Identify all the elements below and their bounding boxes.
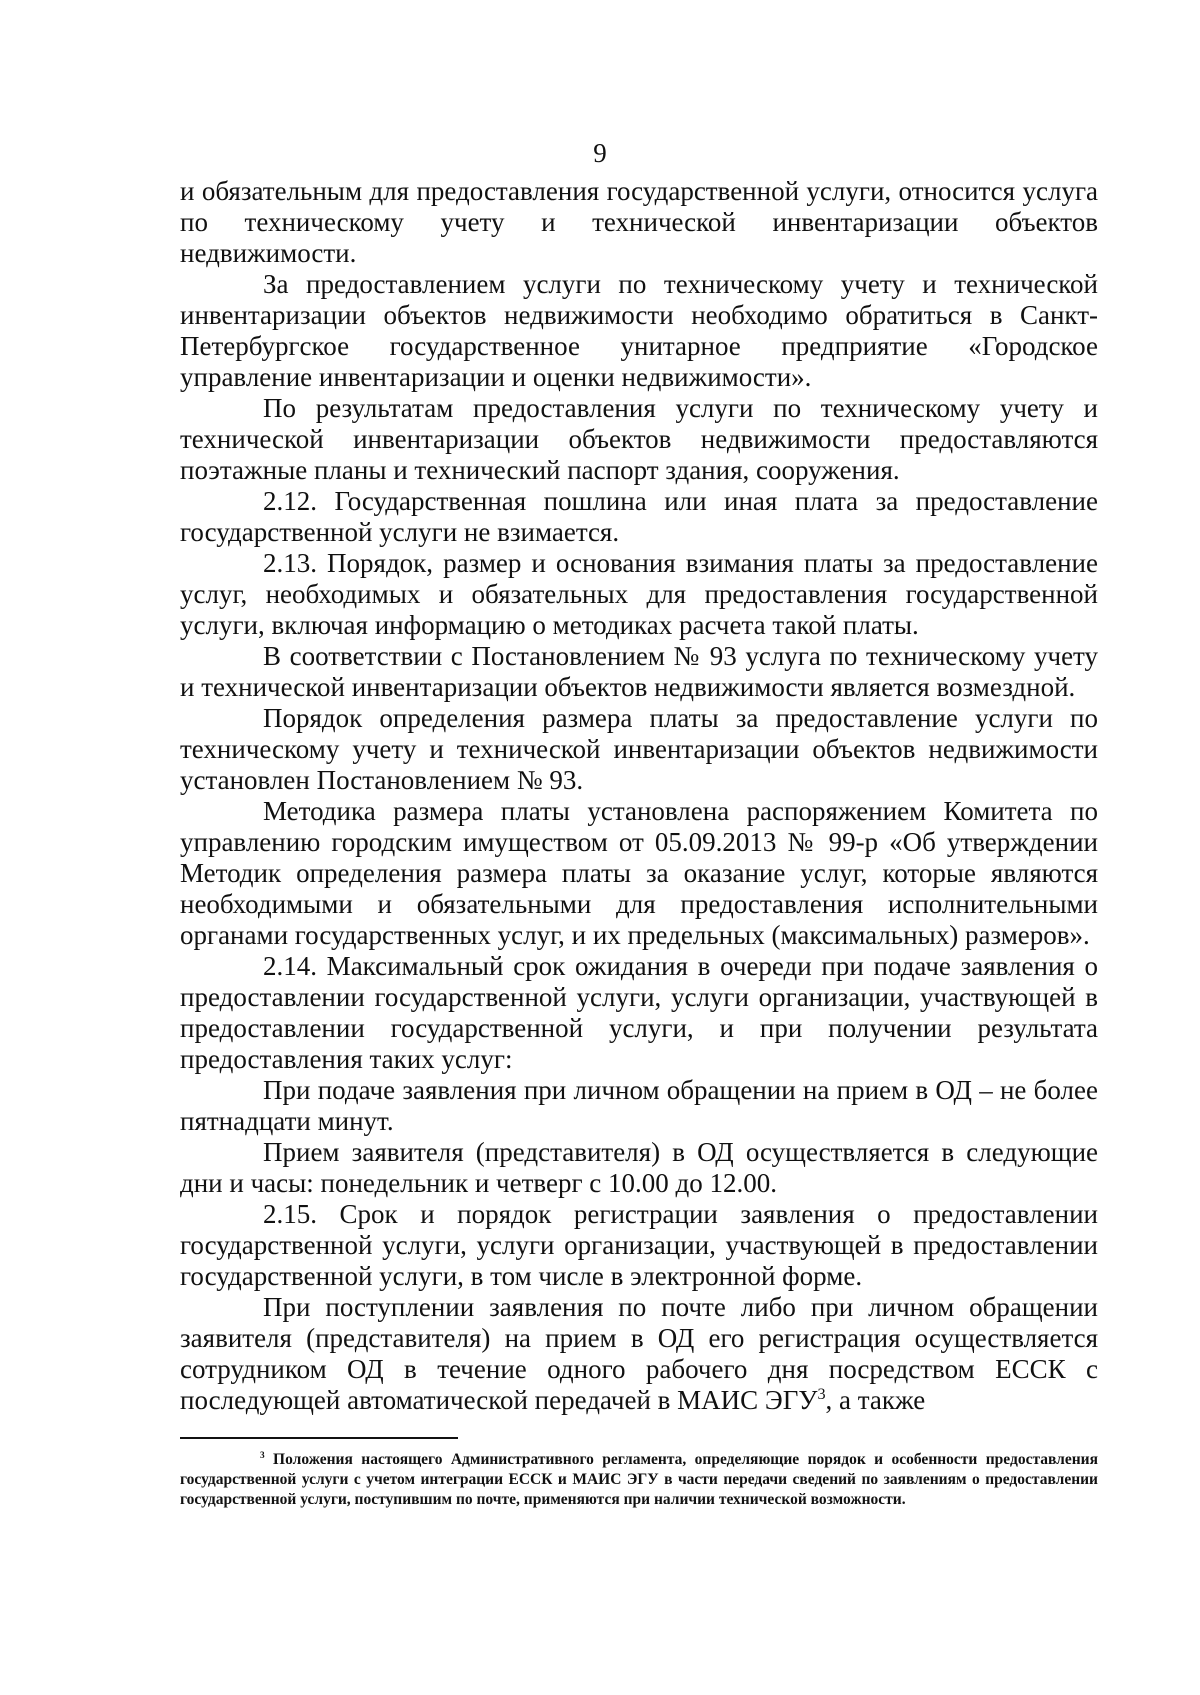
paragraph: В соответствии с Постановлением № 93 услуга по техническому учету и технической инвентаризации объектов недвижимости является возмездной. <box>180 641 1098 702</box>
footnote-text: Положения настоящего Административного регламента, определяющие порядок и особенности предоставления государственной услуги с учетом интеграции ЕССК и МАИС ЭГУ в части передачи сведений по заявлениям о предоставлении государственной услуги, поступившим по почте, применяются при наличии технической возможности. <box>180 1451 1098 1508</box>
footnote-divider <box>180 1437 458 1439</box>
paragraph-last <box>180 1292 1098 1416</box>
footnote-mark: 3 <box>260 1450 265 1461</box>
footnote-reference[interactable]: 3 <box>817 1385 826 1403</box>
paragraph: 2.12. Государственная пошлина или иная плата за предоставление государственной услуги не взимается. <box>180 486 1098 547</box>
paragraph: По результатам предоставления услуги по техническому учету и технической инвентаризации объектов недвижимости предоставляются поэтажные планы и технический паспорт здания, сооружения. <box>180 393 1098 485</box>
paragraph: 2.13. Порядок, размер и основания взимания платы за предоставление услуг, необходимых и обязательных для предоставления государственной услуги, включая информацию о методиках расчета такой платы. <box>180 548 1098 640</box>
paragraph: Методика размера платы установлена распоряжением Комитета по управлению городским имуществом от 05.09.2013 № 99-р «Об утверждении Методик определения размера платы за оказание услуг, которые являются необходимыми и обязательными для предоставления исполнительными органами государственных услуг, и их предельных (максимальных) размеров». <box>180 796 1098 950</box>
paragraph-last-text: При поступлении заявления по почте либо при личном обращении заявителя (представителя) на прием в ОД его регистрация осуществляется сотрудником ОД в течение одного рабочего дня посредством ЕССК с последующей автоматической передачей в МАИС ЭГУ <box>180 1292 1098 1415</box>
paragraph: 2.15. Срок и порядок регистрации заявления о предоставлении государственной услуги, услуги организации, участвующей в предоставлении государственной услуги, в том числе в электронной форме. <box>180 1199 1098 1291</box>
paragraph: За предоставлением услуги по техническому учету и технической инвентаризации объектов недвижимости необходимо обратиться в Санкт-Петербургское государственное унитарное предприятие «Городское управление инвентаризации и оценки недвижимости». <box>180 269 1098 392</box>
paragraph: Прием заявителя (представителя) в ОД осуществляется в следующие дни и часы: понедельник и четверг с 10.00 до 12.00. <box>180 1137 1098 1198</box>
paragraph-last-tail: , а также <box>825 1385 926 1415</box>
paragraph: При подаче заявления при личном обращении на прием в ОД – не более пятнадцати минут. <box>180 1075 1098 1136</box>
body-text <box>180 176 1098 1416</box>
paragraph: Порядок определения размера платы за предоставление услуги по техническому учету и технической инвентаризации объектов недвижимости установлен Постановлением № 93. <box>180 703 1098 795</box>
footnote <box>180 1450 1098 1510</box>
page-number: 9 <box>593 138 607 168</box>
paragraph: 2.14. Максимальный срок ожидания в очереди при подаче заявления о предоставлении государственной услуги, услуги организации, участвующей в предоставлении государственной услуги, и при получении результата предоставления таких услуг: <box>180 951 1098 1074</box>
paragraph: и обязательным для предоставления государственной услуги, относится услуга по техническому учету и технической инвентаризации объектов недвижимости. <box>180 176 1098 268</box>
